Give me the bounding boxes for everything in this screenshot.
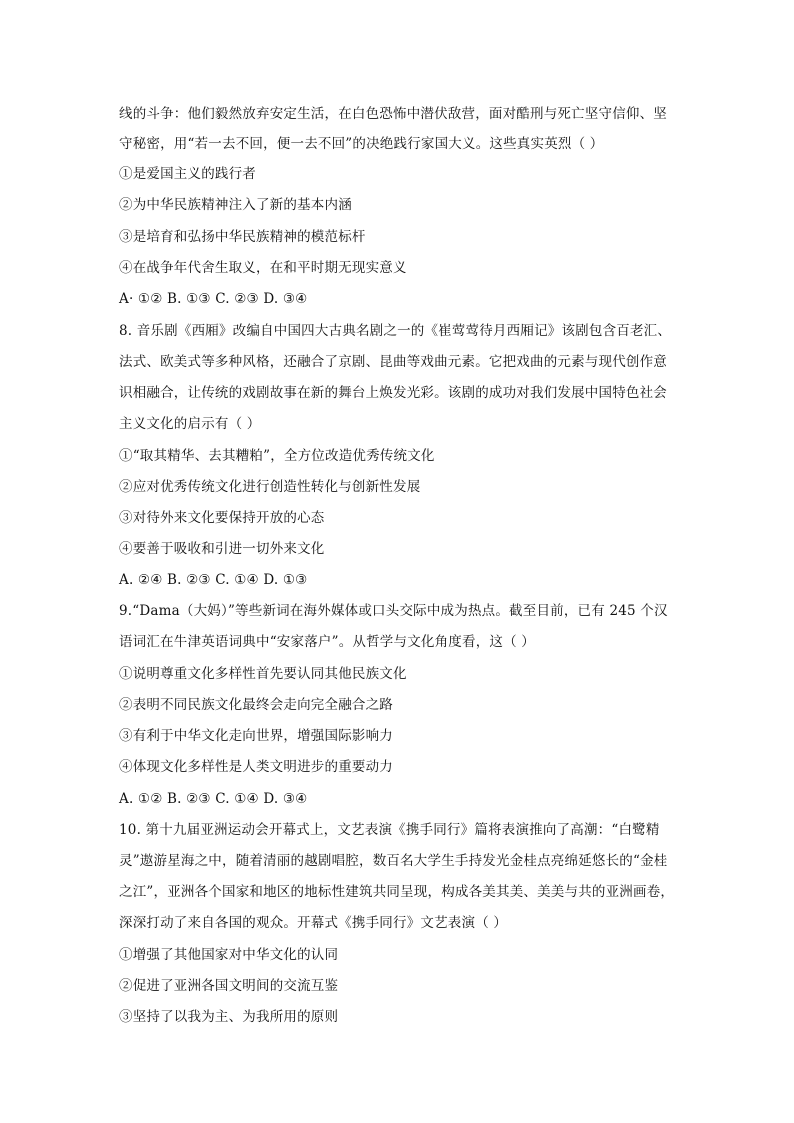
answer-choices: A. ②④ B. ②③ C. ①④ D. ①③ (119, 572, 308, 588)
option-line: ④在战争年代舍生取义，在和平时期无现实意义 (119, 260, 407, 276)
option-line: ①“取其精华、去其糟粕”，全方位改造优秀传统文化 (119, 448, 435, 464)
option-line: ②为中华民族精神注入了新的基本内涵 (119, 197, 352, 213)
text-line: 线的斗争：他们毅然放弃安定生活，在白色恐怖中潜伏敌营，面对酷刑与死亡坚守信仰、坚 (119, 106, 667, 122)
text-line: 守秘密，用“若一去不回，便一去不回”的决绝践行家国大义。这些真实英烈（ ） (119, 136, 604, 152)
option-line: ②应对优秀传统文化进行创造性转化与创新性发展 (119, 479, 421, 495)
option-line: ③对待外来文化要保持开放的心态 (119, 510, 325, 526)
question-8-text: 8. 音乐剧《西厢》改编自中国四大古典名剧之一的《崔莺莺待月西厢记》该剧包含百老汇、 (119, 323, 672, 339)
question-9-text: 9.“Dama（大妈）”等些新词在海外媒体或口头交际中成为热点。截至目前，已有 245 个汉 (119, 603, 668, 619)
answer-choices: A· ①② B. ①③ C. ②③ D. ③④ (119, 291, 308, 307)
option-line: ③坚持了以我为主、为我所用的原则 (119, 1009, 339, 1025)
option-line: ①增强了其他国家对中华文化的认同 (119, 947, 339, 963)
question-9-text: 语词汇在牛津英语词典中“安家落户”。从哲学与文化角度看，这（ ） (119, 634, 535, 650)
question-8-text: 法式、欧美式等多种风格，还融合了京剧、昆曲等戏曲元素。它把戏曲的元素与现代创作意 (119, 354, 667, 370)
answer-choices: A. ①② B. ②③ C. ①④ D. ③④ (119, 791, 308, 807)
question-10-text: 之江”，亚洲各个国家和地区的地标性建筑共同呈现，构成各美其美、美美与共的亚洲画卷， (119, 884, 675, 900)
option-line: ②表明不同民族文化最终会走向完全融合之路 (119, 697, 393, 713)
option-line: ①是爱国主义的践行者 (119, 166, 256, 182)
option-line: ③是培育和弘扬中华民族精神的模范标杆 (119, 229, 366, 245)
question-10-text: 深深打动了来自各国的观众。开幕式《携手同行》文艺表演（ ） (119, 915, 508, 931)
question-8-text: 主义文化的启示有（ ） (119, 416, 261, 432)
question-8-text: 识相融合，让传统的戏剧故事在新的舞台上焕发光彩。该剧的成功对我们发展中国特色社会 (119, 385, 667, 401)
option-line: ④体现文化多样性是人类文明进步的重要动力 (119, 759, 393, 775)
question-10-text: 10. 第十九届亚洲运动会开幕式上，文艺表演《携手同行》篇将表演推向了高潮：“白鹭精 (119, 822, 660, 838)
question-10-text: 灵”遨游星海之中，随着清丽的越剧唱腔，数百名大学生手持发光金桂点亮绵延悠长的“金桂 (119, 853, 668, 869)
option-line: ④要善于吸收和引进一切外来文化 (119, 541, 325, 557)
option-line: ①说明尊重文化多样性首先要认同其他民族文化 (119, 666, 407, 682)
option-line: ②促进了亚洲各国文明间的交流互鉴 (119, 978, 339, 994)
option-line: ③有利于中华文化走向世界，增强国际影响力 (119, 728, 393, 744)
